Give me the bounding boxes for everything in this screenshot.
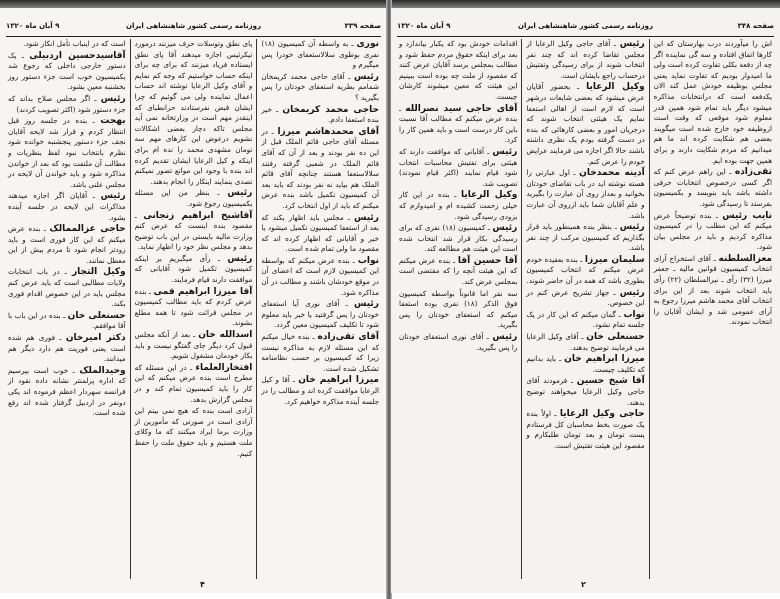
debate-paragraph <box>8 366 126 419</box>
paragraph-text: ـ این راهم عرض کنم که اگر کسی درخصوص انتخابات حرفی داشته باشد باید بنویسد و بکمیسیون بفرستد تا رسیدگی شود. <box>653 167 772 208</box>
paragraph-text: ـ فوری هم شده است یعنی فوریت هم دارد دیگر هم میدانند. <box>7 333 126 364</box>
debate-paragraph <box>399 223 517 255</box>
page-number-label: صفحه ۳۴۸ <box>737 22 774 30</box>
speaker-name: نواب <box>623 309 645 320</box>
paragraph-text: آزادی است بنده که هیچ نمی بینم این آزادی است در صورتی که مأمورین از وزارت برما ایراد میکنند که ما وکلای ملت هستیم و باید حقوق ملت را حفظ کنیم. <box>134 406 253 458</box>
speaker-name: وکیل التجار <box>72 267 126 278</box>
paragraph-text: ـ اگر مجلس صلاح بداند که جزء دستور شود (اکثر تصویب کردند) <box>7 93 126 114</box>
debate-paragraph <box>8 51 126 93</box>
speaker-name: رئیس <box>492 146 518 157</box>
paragraph-text: اش را میآوردند درب بهارستان که این کارها اتفاق افتاده و سه گی نماینده اگر چه از دفعه بکلی تفاوت کرده است ولی ما امیدوار بودیم که تفاوت نماید یعنی مجلس بوظیفه خودش عمل کند الان یکدفعه است که درانتخابات مذاکره میشود دیگر باید تمام شود همین قدر معلوم شود موقعی که وقت است ازوظیفه خود خارج شده است میگویند بعضی هم شکایت کرده اند ما هم میدانیم که مردم شکایت دارند و برای همین جهت بوده ایم. <box>653 39 772 165</box>
debate-paragraph <box>526 222 644 254</box>
speaker-name: نواب <box>357 255 379 266</box>
speaker-name: رئیس <box>619 222 645 233</box>
paragraph-text: سه نفر اما قانوناً بواسطه کمیسیون فوق الذکر (۱۸) نفری بوده استعفا میکنم که استعفای خودتان را پس بگیرید. <box>399 288 518 330</box>
debate-paragraph <box>8 116 126 190</box>
debate-paragraph <box>399 289 517 331</box>
speaker-name: نایب رئیس <box>722 210 772 221</box>
paragraph-text: ـ آقای استخراج آرای انتخاب کمیسیون قوانین مالیه ـ جعفر میرزا (۳۲) رأی ـ نیرالسلطان (۲۲) رأی باید انتخاب شوند بعد از این برای انتخاب آقای محمد هاشم میرزا رجوع به آرای عمومی شد و ایشان آقایان را انتخاب نمودند. <box>653 253 772 327</box>
text-column <box>395 39 521 579</box>
text-column <box>130 39 257 579</box>
speaker-name: حسنعلی خان <box>586 332 645 343</box>
speaker-name: رئیس <box>100 191 126 202</box>
speaker-name: رئیس <box>354 212 379 223</box>
debate-paragraph <box>526 82 644 167</box>
speaker-name: وحیدالملک <box>79 365 126 376</box>
speaker-name: حاجی عزالممالک <box>49 224 126 235</box>
issue-date: ۹ آبان ماه ۱۳۲۰ <box>6 22 60 30</box>
newspaper-title: روزنامه رسمی کشور شاهنشاهی ایران <box>518 22 653 30</box>
paragraph-text: ـ آقایان اگر اجازه میدهند مذاکرات این لایحه در جلسه آینده بشود. <box>7 191 126 222</box>
paragraph-text: ـ بنده عرض میکنم که بواسطه این کمیسیون لازم است که اعضای آن در موقع خودشان باشند و مطالب در آن مذاکره شود. <box>261 255 379 297</box>
debate-paragraph <box>8 333 126 365</box>
debate-paragraph <box>135 188 253 209</box>
paragraph-text: ـ بحضور آقایان عرض میشود که بعضی شایعات درشهر است که لازم است از اهالی استعفا نمایم یک هیئتی انتخاب شوند که درجریان امور و بعضی کارهائی که بنده در دست گرفته بودم یک نظری داشته باشند حالا اگر اجازه می فرمایند عرایض خودم را عرض کنم. <box>526 82 645 166</box>
debate-paragraph <box>399 190 517 222</box>
paragraph-text: ـ مجلس باید اظهار بکند که بعد از استعفا کمیسیون تکمیل میشود یا خیر و آقایانی که اظهار کرده اند که مقصود ما ولی تمام شده است. <box>261 212 379 254</box>
paragraph-text: است که در اینباب تأمل انکار شود. <box>23 39 126 48</box>
paragraph-text: ـ بنده عرض میکنم که مطالب آقا نسبت باین کار درست است و باید همین کار را کرد. <box>399 103 518 145</box>
debate-paragraph <box>261 213 379 255</box>
paragraph-text: ـ بنده بعقیده خودم عرض میکنم که انتخاب کمیسیون بطوری باشد که همه در آن حاضر شوند. <box>526 254 645 286</box>
speaker-name: رئیس <box>227 188 253 199</box>
debate-paragraph <box>654 254 772 328</box>
speaker-name: آقای تقی‌زاده <box>317 332 379 343</box>
paragraph-text: پای نطق وتوسلات حرف میزنند درمورد تیکرئیس اجازه میدهند آقا پای نطق ایستاده فریاد میزنند که برای چه برای اینکه حساب خواستیم که وجه کم نمایم و آقای وکیل الرعایا نوشته اند حساب اعمال نماینده ولی می گوئیم که چرا ایشان قبض نفرستادند حرانطبای که اینقدر مهم است در وزارتخانه نمی آید مجلس تاکه دچار بعضی اشکالات نشویم درعوض این کارهای مهم سه تومان مشهدی محمد را نده ام برای اینکه و کیل الرعایا ایشان تقدیم کرده اند بنده با وجود این موانع تصور نمیکنم تصدی بنمایند اینکار را انجام بدهند. <box>134 39 253 186</box>
newspaper-page-right <box>391 8 780 593</box>
speaker-name: میرزا ابراهیم خان <box>564 354 645 365</box>
debate-paragraph <box>654 167 772 209</box>
paragraph-text: ـ یک دستور خارجی داخلی که رجوع شد بکمیسیون خوب است جزء دستور روز بخشنبه معین بشود. <box>7 50 126 92</box>
debate-paragraph <box>526 168 644 221</box>
text-column <box>256 39 383 579</box>
footer-page-number: ۴ <box>200 580 205 589</box>
paragraph-text: ـ آقای وکیل الرعایا می فرمایند توضیح بدهند. <box>526 332 645 352</box>
speaker-name: رئیس <box>492 223 518 234</box>
debate-paragraph <box>261 105 379 126</box>
paragraph-text: ـ بنده در این کار خیلی زحمت کشیده ام و امیدوارم که بزودی رسیدگی شود. <box>399 190 518 221</box>
debate-paragraph <box>8 224 126 266</box>
speaker-name: آقاشیخ ابراهیم زنجانی <box>143 210 253 221</box>
speaker-name: رئیس <box>619 287 645 298</box>
text-columns <box>4 39 383 579</box>
text-column <box>4 39 130 579</box>
speaker-name: حاجی محمد کریمخان <box>282 104 379 115</box>
page-header <box>397 22 774 34</box>
paragraph-text: ـ بعد از آنکه مجلس قبول کرد دیگر جای گفتگو نیست و باید بکار خودمان مشغول شویم. <box>134 330 253 361</box>
newspaper-page-left <box>0 8 387 593</box>
debate-paragraph <box>135 330 253 362</box>
debate-paragraph <box>8 39 126 50</box>
newspaper-title: روزنامه رسمی کشور شاهنشاهی ایران <box>126 22 261 30</box>
paragraph-text: ـ بنده در جلسه روز قبل انتظار کردم و قرار شد لایحه آقایان نجف جزء دستور پنجشنبه خوانده شود نظرم بانتخاب نبود لفظ بنظریات و مطالب آن ملتفت بود که بعد از خواندن مذاکره شود و باید خواندن آن لایحه در مجلس علنی باشد. <box>7 116 126 189</box>
paragraph-text: ـ اولاً بنده یک صورت بخط محاسبان کل فرستادم پست تومان و بعد تومان طلبکارم و مقصود این هیئت تفتیش است. <box>526 409 645 450</box>
paragraph-text: ـ بنده در این باب با آقا موافقم. <box>7 310 126 331</box>
debate-paragraph <box>526 332 644 353</box>
debate-paragraph <box>135 39 253 187</box>
paragraph-text: ـ آقای حاجی محمد کریمخان شمامم بطریه استعفای خودتان را پس بگیرید ؟ <box>261 71 379 102</box>
debate-paragraph <box>399 104 517 146</box>
paragraph-text: ـ به واسطه آن کمیسیون (۱۸) نفری بوطوی سلالاستعفای خودرا پس میگیرم و <box>261 39 379 70</box>
paragraph-text: ـ بنظر من این مسئله بکمیسیون رجوع شود. <box>134 188 253 208</box>
header-rule <box>6 36 381 37</box>
debate-paragraph <box>526 310 644 331</box>
paragraph-text: ـ کمیسیون (۱۸) نفری که برای رسیدگی بکار قرار شد انتخاب شده است این هیئت هم مطالعه کند. <box>399 223 518 254</box>
speaker-name: حسنعلی خان <box>67 310 126 321</box>
header-rule <box>397 36 774 37</box>
text-column <box>649 39 776 579</box>
paragraph-text: ـ آقای نوری آیا استعفای خودتان را پس گرفتید یا خیر باید معلوم شود تا تکلیف کمیسیون معین گردد. <box>261 299 379 330</box>
paragraph-text: اقدامات خودش بود که یکبار بیاندازد و بعد برای اینکه حقوق مردم حفظ شود و مطالب بمجلس برسد آقایان عرض کنند که مقصود از ملت چه بوده است ببینیم این هیئت که معین میشوند کارشان چیست. <box>399 39 518 101</box>
speaker-name: آقاسیدحسین اردبیلی <box>29 50 126 61</box>
debate-paragraph <box>526 409 644 451</box>
speaker-name: رئیس <box>354 299 379 310</box>
speaker-name: آقا حسین آقا <box>457 255 518 266</box>
debate-paragraph <box>135 211 253 253</box>
debate-paragraph <box>261 72 379 104</box>
paragraph-text: ـ آقایانی که موافقت دارند که هیئتی برای تفتیش محاسبات انتخاب شود قیام نمایند (اکثر قیام نمودند) تصویب شد. <box>399 146 518 188</box>
debate-paragraph <box>526 39 644 81</box>
paragraph-text: ـ بنده توضیحاً عرض میکنم که این مطلب را در کمیسیون مذاکره کردیم و باید در مجلس بیان شود. <box>653 210 772 252</box>
debate-paragraph <box>399 147 517 189</box>
paragraph-text: ـ خوب است بپرسیم که اداره پرلمنتر نشانه داده نقود از فرانسه سهردار اعظم فرموده اند یکی دونفر در اردبیل گرفتار شده اند رفع شده است. <box>7 365 126 418</box>
issue-date: ۹ آبان ماه ۱۳۲۰ <box>397 22 451 30</box>
paragraph-text: ـ فرمودند آقای حاجی وکیل الرعایا میخواهند توضیح بدهند. <box>526 376 645 407</box>
debate-paragraph <box>526 288 644 309</box>
paragraph-text: ـ بنظر بنده همینطور باید قرار بگذاریم که کمیسیون مرکب از چند نفر باشد. <box>526 222 645 253</box>
debate-paragraph <box>654 39 772 166</box>
speaker-name: آقای حاجی سید نصرالله <box>405 103 518 114</box>
debate-paragraph <box>526 376 644 408</box>
debate-paragraph <box>399 332 517 353</box>
speaker-name: آدینه محمدخان <box>579 168 645 179</box>
text-column <box>521 39 648 579</box>
speaker-name: رئیس <box>354 71 379 82</box>
debate-paragraph <box>261 39 379 71</box>
page-number-label: صفحه ۳۳۹ <box>344 22 381 30</box>
footer-page-number: ۲ <box>581 580 586 589</box>
speaker-name: اسدالله خان <box>198 330 253 341</box>
debate-paragraph <box>526 255 644 287</box>
speaker-name: وکیل الرعایا <box>586 82 645 93</box>
paragraph-text: ـ در مسئله آقای حاجی قائم الملک قبل از این ده نفر بودند و بعد از آن که آقای قائم الملک در شعبی گرفته رفتند سلالاستعفا هستند چنانچه آقای قائم الملک هم بیاید نه نفر بودند که باید بعد آن کمیسیون تکمیل باشد بنده عرض میکنم که باید از اول انتخاب کرد. <box>261 126 379 210</box>
page-header <box>6 22 381 34</box>
speaker-name: رئیس <box>100 93 126 104</box>
debate-paragraph <box>261 299 379 331</box>
speaker-name: وکیل الرعایا <box>461 190 518 201</box>
debate-paragraph <box>654 211 772 253</box>
debate-paragraph <box>526 354 644 375</box>
paragraph-text: ـ در باب انتخابات ولایات مطالبی است که باید عرض کنم مجلس باید در این خصوص اقدام فوری بکند. <box>7 267 126 309</box>
debate-paragraph <box>135 287 253 329</box>
debate-paragraph <box>135 363 253 405</box>
paragraph-text: ـ بنده عرض کردم که باید مطالب کمیسیون در مجلس قرائت شود تا همه مطلع بشوند. <box>134 286 253 328</box>
paragraph-text: ـ آقا و کیل الرعایا موافقت کرده اند و مطالب را در جلسه آینده مذاکره خواهیم کرد. <box>261 375 379 406</box>
paragraph-text: ـ رأی میگیریم بر اینکه کمیسیون تکمیل شود آقایانی که موافقت دارند قیام فرمایند. <box>134 253 253 285</box>
paragraph-text: ـ خیر بنده استعفا دادم. <box>261 104 379 125</box>
speaker-name: میرزا ابراهیم خان <box>298 375 380 386</box>
debate-paragraph <box>261 127 379 212</box>
paragraph-text: ـ بنده عرض میکنم که این کار فوری است و باید زودتر انجام شود تا مردم بیش از این معطل نمانند. <box>7 224 126 265</box>
paragraph-text: ـ بنده عرض میکنم که این هیئت آنچه را که مقتضی است بمجلس عرض کند. <box>399 255 518 287</box>
debate-paragraph <box>8 311 126 332</box>
debate-paragraph <box>399 256 517 288</box>
text-columns <box>395 39 776 579</box>
speaker-name: بهجت <box>100 116 126 127</box>
speaker-name: رئیس <box>492 332 518 343</box>
speaker-name: رئیس <box>619 39 645 49</box>
speaker-name: رئیس <box>227 253 253 264</box>
speaker-name: افتخارالعلماء <box>195 362 253 373</box>
speaker-name: آقای محمدهاشم میرزا <box>277 126 379 137</box>
speaker-name: آقا میرزا ابراهیم قمی <box>153 286 253 297</box>
speaker-name: دکتر امیرخان <box>65 333 126 344</box>
debate-paragraph <box>261 375 379 407</box>
paragraph-text: ـ مقصود بنده اینست که عرض کنم وزارت مالیه بایستی در این باب توضیح بدهد و مجلس نظر خود را اظهار نماید. <box>134 210 253 252</box>
debate-paragraph <box>261 332 379 374</box>
speaker-name: معزالسلطنه <box>718 253 772 264</box>
speaker-name: حاجی وکیل الرعایا <box>559 409 645 420</box>
speaker-name: آقا شیخ حسین <box>576 376 645 387</box>
speaker-name: تقی‌زاده <box>734 167 772 178</box>
paragraph-text: ـ آقای حاجی وکیل الرعایا از مجلس تقاضا کرده اند که چند نفر انتخاب شوند از برای رسیدگی وتفتیش درحساب راجع بایشان است. <box>526 39 645 80</box>
debate-paragraph <box>8 267 126 309</box>
paragraph-text: ـ گمان میکنم که این کار در یک جلسه تمام نشود. <box>526 309 645 330</box>
debate-paragraph <box>261 256 379 298</box>
debate-paragraph <box>135 254 253 286</box>
paragraph-text: ـ اول عبارتی را هسته نوشته اید در باب تقاضای خودتان بخوانید و بعداز روی آن عبارت را بگیرید و علم آقایان شما باید ازروی آن عبارت باشد. <box>526 168 645 220</box>
debate-paragraph <box>399 39 517 103</box>
speaker-name: نوری <box>356 39 379 49</box>
paragraph-text: ـ جهاز تشریح عرض کنم در این خصوص. <box>526 287 645 308</box>
paragraph-text: ـ در این مسئله که مطرح است بنده عرض میکنم که این کار را باید کمیسیون تمام کند و در مجلس گزارش بدهد. <box>134 362 253 404</box>
debate-paragraph <box>8 191 126 223</box>
debate-paragraph <box>8 94 126 115</box>
debate-paragraph <box>135 406 253 459</box>
speaker-name: سلیمان میرزا <box>584 254 645 265</box>
paragraph-text: ـ باید بدانیم که تکلیف چیست. <box>526 354 645 374</box>
paragraph-text: ـ آقای نوری استعفای خودتان را پس بگیرید. <box>399 332 518 352</box>
paragraph-text: ـ بنده خیال میکنم که این مسئله لازم به مذاکره نیست زیرا که کمیسیون بر حسب نظامنامه تشکیل شده است. <box>261 332 379 373</box>
